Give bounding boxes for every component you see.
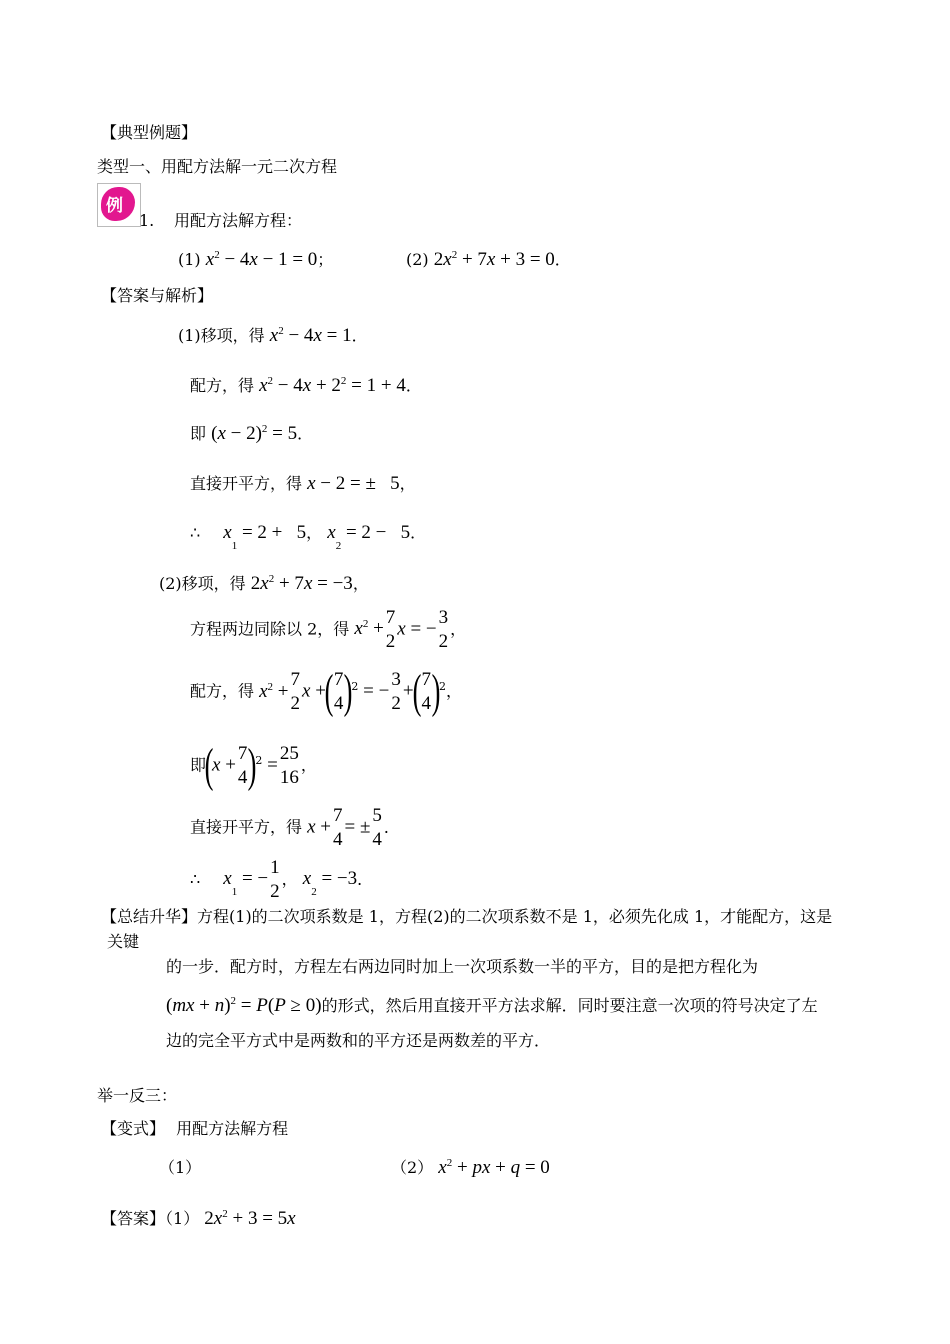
sol2-step6: ∴ $x_1$ = − 1 2 ， $x_2 = -3$． bbox=[190, 857, 374, 902]
q2-label: （2） bbox=[391, 1158, 434, 1177]
section-header: 【典型例题】 bbox=[101, 123, 198, 142]
sol2-s2-text: 方程两边同除以 2，得 bbox=[190, 619, 350, 639]
sol2-step2: 方程两边同除以 2，得 $x^2$ + 7 2 x = − 3 2 ， bbox=[190, 607, 467, 652]
example-badge bbox=[97, 183, 141, 227]
sol1-s1-text: 移项，得 bbox=[200, 326, 265, 345]
summary-text-1: 方程(1)的二次项系数是 1，方程(2)的二次项系数不是 1，必须先化成 1，才能配方，这是 bbox=[197, 907, 833, 926]
summary-label: 【总结升华】 bbox=[101, 907, 198, 926]
equation-2: (2) $2x^2 + 7x + 3 = 0$． bbox=[406, 249, 571, 270]
practice-answer: 【答案】（1） $2x^2 + 3 = 5x$ bbox=[101, 1208, 296, 1229]
type-title: 类型一、用配方法解一元二次方程 bbox=[97, 157, 338, 176]
sol1-step3: 即 $(x - 2)^2 = 5$． bbox=[190, 423, 314, 444]
answer-header: 【答案与解析】 bbox=[101, 286, 214, 305]
summary-line1 bbox=[101, 909, 832, 925]
variant-label: 【变式】 bbox=[101, 1119, 166, 1138]
sol1-step1: (1)移项，得 $x^2 - 4x = 1$． bbox=[178, 325, 368, 346]
variant-line bbox=[101, 1121, 288, 1137]
sol2-s5-text: 直接开平方，得 bbox=[190, 817, 303, 837]
summary-line2: 的一步．配方时，方程左右两边同时加上一次项系数一半的平方，目的是把方程化为 bbox=[166, 957, 759, 976]
sol1-therefore: ∴ bbox=[190, 523, 201, 542]
sol1-s2-text: 配方，得 bbox=[190, 376, 255, 395]
example-prompt: 用配方法解方程： bbox=[174, 211, 303, 230]
sol2-s4-text: 即 bbox=[190, 755, 207, 775]
sol2-step1: (2)移项，得 $2x^2 + 7x = -3$， bbox=[159, 573, 369, 594]
variant-text: 用配方法解方程 bbox=[176, 1119, 289, 1138]
sol2-s3-text: 配方，得 bbox=[190, 681, 255, 701]
badge-char: 例 bbox=[106, 196, 123, 216]
sol2-step4: 即(x + 7 4 )$^2$ = 25 16 ， bbox=[190, 739, 317, 792]
answer-q-label: （1） bbox=[165, 1209, 200, 1228]
summary-line3: (mx + n)$^2$ = P(P ≥ 0)的形式，然后用直接开平方法求解．同时要注意一次项的符号决定了左 bbox=[166, 995, 818, 1016]
example-number: 1. bbox=[139, 211, 155, 230]
sol2-s1-text: 移项，得 bbox=[181, 574, 246, 593]
summary-text-3: 的形式，然后用直接开平方法求解．同时要注意一次项的符号决定了左 bbox=[321, 996, 818, 1015]
equation-1: (1) $x^2 - 4x - 1 = 0$； bbox=[178, 249, 334, 270]
eq2-label: (2) bbox=[406, 250, 429, 269]
sol1-step5: ∴ $x_1 = 2 + 5$， $x_2 = 2 - 5$． bbox=[190, 522, 427, 552]
sol1-step4: 直接开平方，得 x − 2 = ± 5， bbox=[190, 473, 416, 494]
sol2-step3: 配方，得 $x^2$ + 7 2 x +( 7 4 )$^2$ = − 3 2 +( 7 4 )$^2$， bbox=[190, 665, 463, 718]
practice-q1: （1） bbox=[159, 1158, 202, 1177]
summary-line4: 边的完全平方式中是两数和的平方还是两数差的平方． bbox=[166, 1031, 551, 1050]
sol1-s4-text: 直接开平方，得 bbox=[190, 474, 303, 493]
sol2-label: (2) bbox=[159, 574, 182, 593]
sol2-therefore: ∴ bbox=[190, 869, 201, 889]
sol1-s3-text: 即 bbox=[190, 424, 207, 443]
eq1-label: (1) bbox=[178, 250, 201, 269]
answer-label: 【答案】 bbox=[101, 1209, 166, 1228]
summary-line1b: 关键 bbox=[107, 932, 140, 951]
sol1-label: (1) bbox=[178, 326, 201, 345]
practice-q2: （2） $x^2$ + px + q = 0 bbox=[391, 1157, 550, 1178]
sol2-step5: 直接开平方，得 x + 7 4 = ± 5 4 ． bbox=[190, 805, 400, 850]
practice-title: 举一反三： bbox=[97, 1086, 178, 1105]
sol1-step2: 配方，得 $x^2 - 4x + 2^2 = 1 + 4$． bbox=[190, 375, 422, 396]
